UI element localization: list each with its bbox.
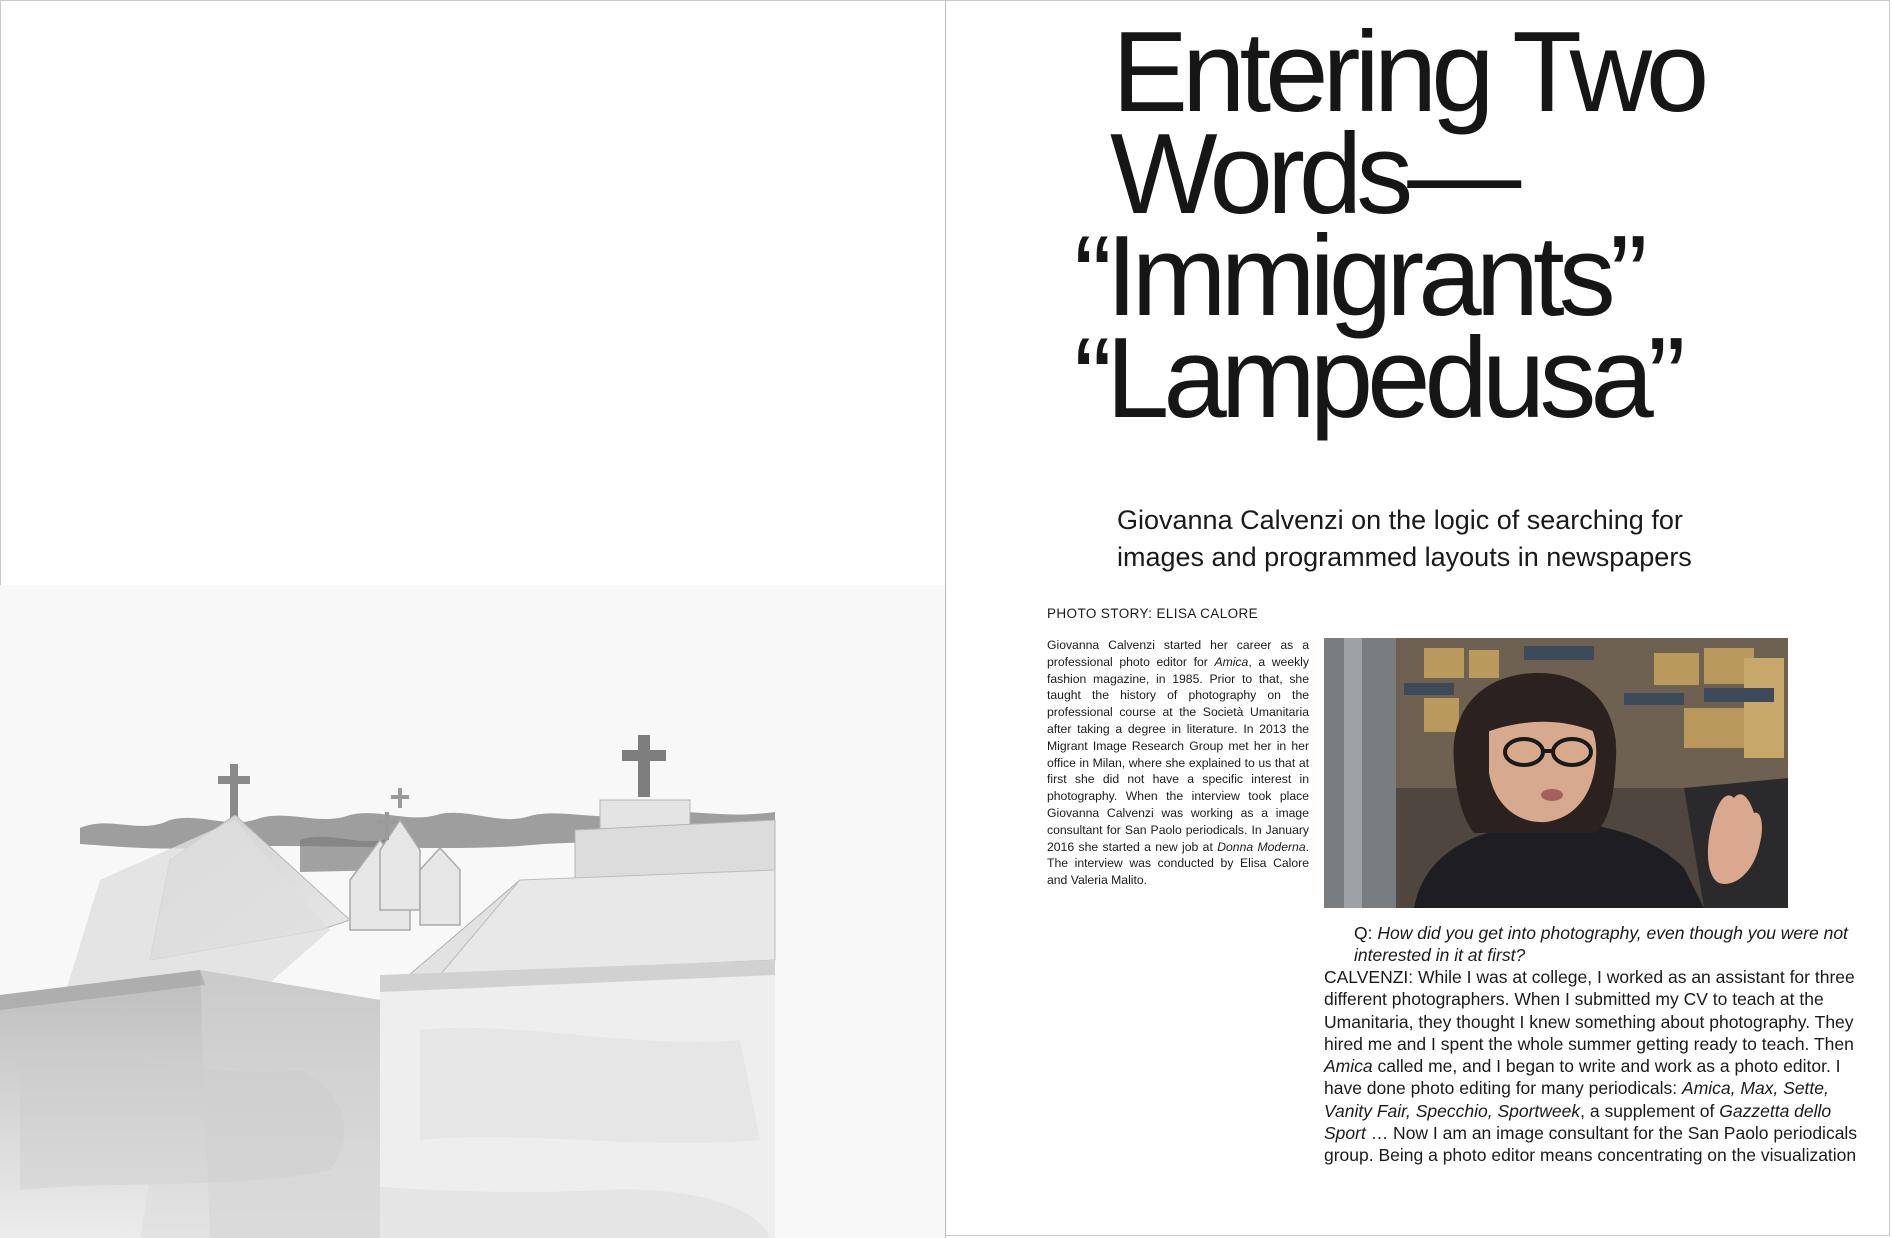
cemetery-illustration	[0, 0, 945, 1238]
portrait-photo	[1324, 638, 1788, 908]
headline-line-4: “Lampedusa”	[1074, 315, 1680, 442]
headline-line-2: Words—	[1110, 111, 1516, 238]
answer-text-1: While I was at college, I worked as an assistant for three different photographers. When I submitted my CV to teach at the Umanitaria, they thought I knew something about photography. They hired me and I spent the whole summer getting ready to teach. Then	[1324, 967, 1855, 1054]
answer-speaker: CALVENZI:	[1324, 967, 1414, 987]
interview-answer	[1324, 966, 1870, 1167]
question-label: Q:	[1354, 923, 1373, 943]
intro-magazine-amica: Amica	[1214, 654, 1249, 669]
interview-question	[1354, 922, 1874, 966]
answer-text-4: … Now I am an image consultant for the San Paolo periodicals group. Being a photo editor means concentrating on the visualization	[1324, 1123, 1858, 1166]
answer-amica: Amica	[1324, 1056, 1373, 1077]
page-gutter	[945, 0, 946, 1238]
answer-periodicals-list: Amica, Max, Sette, Vanity Fair, Specchio, Sportweek	[1324, 1078, 1829, 1121]
answer-gazzetta: Gazzetta dello Sport	[1324, 1100, 1832, 1144]
intro-text-3: . The interview was conducted by Elisa Calore and Valeria Malito.	[1047, 839, 1309, 888]
intro-magazine-donna-moderna: Donna Moderna	[1217, 839, 1306, 854]
intro-text-1: Giovanna Calvenzi started her career as a professional photo editor for	[1047, 638, 1309, 669]
article-subtitle: Giovanna Calvenzi on the logic of searching for images and programmed layouts in newspapers	[1117, 505, 1692, 572]
intro-paragraph	[1047, 637, 1309, 889]
headline-line-1: Entering Two	[1112, 9, 1704, 136]
question-text: How did you get into photography, even though you were not interested in it at first?	[1354, 923, 1848, 965]
article-headline	[1070, 9, 1870, 442]
answer-text-3: , a supplement of	[1580, 1100, 1720, 1121]
answer-text-2: called me, and I began to write and work as a photo editor. I have done photo editing for many periodicals:	[1324, 1056, 1841, 1099]
headline-line-3: “Immigrants”	[1074, 213, 1642, 340]
photo-credit: PHOTO STORY: ELISA CALORE	[1047, 606, 1259, 621]
intro-text-2: , a weekly fashion magazine, in 1985. Prior to that, she taught the history of photography on the professional course at the Società Umanitaria after taking a degree in literature. In 2013 the Migrant Image Research Group met her in her office in Milan, where she explained to us that at first she did not have a specific interest in photography. When the interview took place Giovanna Calvenzi was working as a image consultant for San Paolo periodicals. In January 2016 she started a new job at	[1047, 654, 1309, 854]
